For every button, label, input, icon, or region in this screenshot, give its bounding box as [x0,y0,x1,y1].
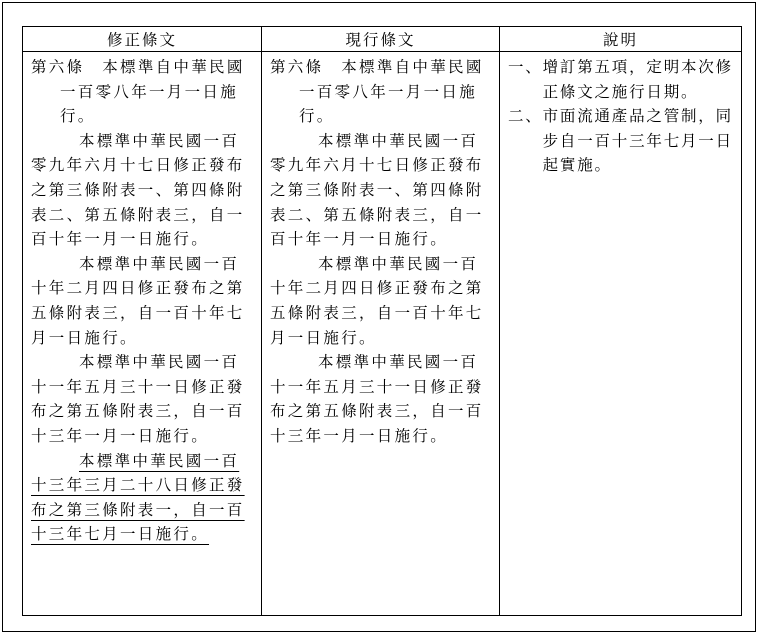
amended-paragraph-2: 本標準中華民國一百零九年六月十七日修正發布之第三條附表一、第四條附表二、第五條附表三，自一百十年一月一日施行。 [31,131,245,249]
header-current: 現行條文 [262,27,500,52]
current-paragraph-3: 本標準中華民國一百十年二月四日修正發布之第五條附表三，自一百十年七月一日施行。 [270,254,484,347]
header-explanation: 說明 [500,27,742,52]
explanation-column [500,52,742,616]
amended-article-label: 第六條 [31,58,85,76]
header-row [23,27,742,52]
current-paragraph-4: 本標準中華民國一百十一年五月三十一日修正發布之第五條附表三，自一百十三年一月一日施行。 [270,353,484,445]
comparison-table [22,26,742,616]
amended-paragraph-4: 本標準中華民國一百十一年五月三十一日修正發布之第五條附表三，自一百十三年一月一日施行。 [31,353,245,445]
explanation-item-2 [508,104,735,178]
content-row [23,52,742,616]
current-paragraph-2: 本標準中華民國一百零九年六月十七日修正發布之第三條附表一、第四條附表二、第五條附表三，自一百十年一月一日施行。 [270,131,484,249]
explanation-item-1-number: 一、 [508,58,543,76]
amended-paragraph-1 [31,55,255,129]
current-paragraph-1-text: 本標準自中華民國一百零八年一月一日施行。 [299,58,484,126]
page-frame [2,2,756,632]
current-article-label: 第六條 [270,58,324,76]
explanation-item-1 [508,55,735,104]
amended-paragraph-3: 本標準中華民國一百十年二月四日修正發布之第五條附表三，自一百十年七月一日施行。 [31,254,245,347]
header-amended: 修正條文 [23,27,262,52]
amended-column [23,52,262,616]
current-paragraph-1 [270,55,493,129]
current-column [262,52,500,616]
amended-paragraph-5-new: 本標準中華民國一百十三年三月二十八日修正發布之第三條附表一，自一百十三年七月一日施行。 [31,451,245,544]
amended-paragraph-1-text: 本標準自中華民國一百零八年一月一日施行。 [60,58,245,126]
explanation-item-1-text: 增訂第五項，定明本次修正條文之施行日期。 [542,58,733,101]
explanation-item-2-number: 二、 [508,107,543,126]
explanation-item-2-text: 市面流通產品之管制，同步自一百十三年七月一日起實施。 [542,107,733,175]
